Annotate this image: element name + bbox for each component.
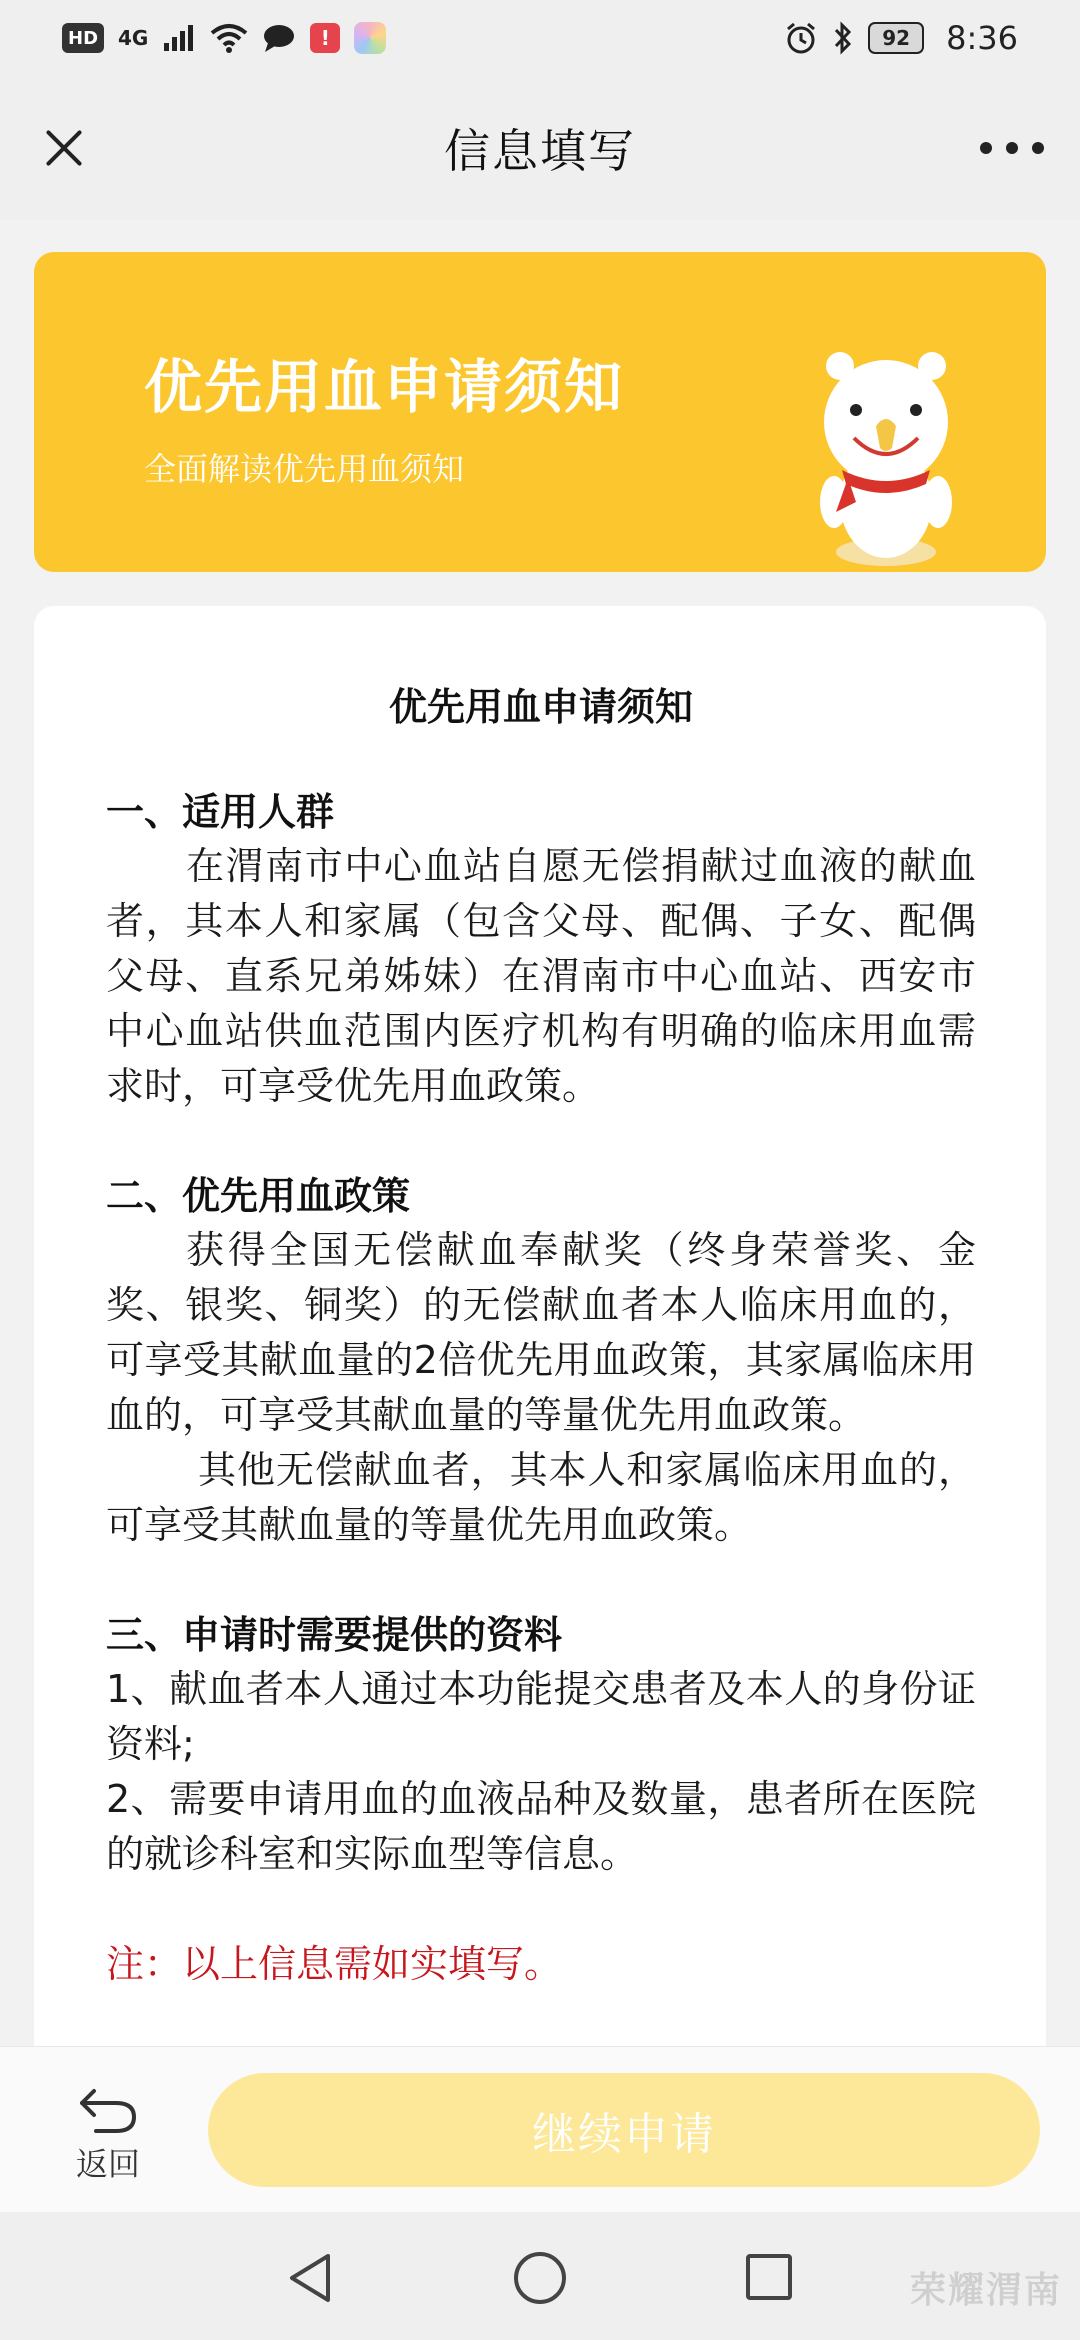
section-heading: 二、优先用血政策 [106, 1174, 411, 1218]
status-bar-left [62, 22, 386, 54]
hd-indicator: HD [62, 23, 104, 53]
section-body: 获得全国无偿献血奉献奖（终身荣誉奖、金奖、银奖、铜奖）的无偿献血者本人临床用血的，可享受其献血量的2倍优先用血政策，其家属临床用血的，可享受其献血量的等量优先用血政策。 [106, 1228, 976, 1437]
system-navigation-bar [0, 2212, 1080, 2340]
mascot-illustration [806, 352, 966, 572]
signal-icon [162, 23, 196, 53]
page-title: 信息填写 [444, 124, 636, 178]
wifi-icon [210, 23, 248, 53]
notice-card [34, 606, 1046, 2046]
section-heading: 三、申请时需要提供的资料 [106, 1613, 563, 1657]
spacer [106, 1553, 976, 1608]
close-icon[interactable] [36, 120, 92, 176]
banner-title: 优先用血申请须知 [144, 353, 625, 421]
section-heading: 一、适用人群 [106, 790, 335, 834]
back-label: 返回 [75, 2145, 140, 2183]
notice-title: 优先用血申请须知 [388, 685, 693, 729]
spacer [106, 1114, 976, 1169]
return-arrow-icon [76, 2083, 140, 2135]
message-icon [262, 23, 296, 53]
banner-subtitle: 全面解读优先用血须知 [144, 450, 465, 488]
system-home-icon[interactable] [514, 2252, 566, 2304]
list-item: 2、需要申请用血的血液品种及数量，患者所在医院的就诊科室和实际血型等信息。 [106, 1777, 976, 1876]
spacer [106, 1882, 976, 1937]
alert-icon: ! [310, 23, 340, 53]
back-button[interactable] [60, 2083, 156, 2185]
navigation-bar [0, 76, 1080, 220]
notice-banner [34, 252, 1046, 572]
network-type: 4G [118, 26, 149, 50]
notice-note: 注：以上信息需如实填写。 [106, 1942, 563, 1986]
status-bar-right [784, 19, 1018, 57]
continue-apply-button[interactable]: 继续申请 [208, 2073, 1040, 2187]
more-options-icon[interactable] [980, 132, 1044, 164]
status-bar [0, 0, 1080, 76]
dot [980, 142, 992, 154]
clock: 8:36 [946, 19, 1018, 57]
section-body: 在渭南市中心血站自愿无偿捐献过血液的献血者，其本人和家属（包含父母、配偶、子女、配偶父母、直系兄弟姊妹）在渭南市中心血站、西安市中心血站供血范围内医疗机构有明确的临床用血需求时，可享受优先用血政策。 [106, 844, 976, 1108]
dot [1006, 142, 1018, 154]
dot [1032, 142, 1044, 154]
list-item: 1、献血者本人通过本功能提交患者及本人的身份证资料; [106, 1667, 976, 1766]
photos-icon [354, 22, 386, 54]
alarm-icon [784, 21, 818, 55]
section-body: 其他无偿献血者，其本人和家属临床用血的，可享受其献血量的等量优先用血政策。 [106, 1448, 976, 1547]
system-recent-apps-icon[interactable] [746, 2254, 792, 2300]
bluetooth-icon [832, 21, 854, 55]
watermark: 荣耀渭南 [909, 2270, 1062, 2311]
system-back-icon[interactable] [286, 2252, 336, 2304]
bottom-action-bar [0, 2046, 1080, 2212]
battery-indicator: 92 [868, 22, 924, 54]
